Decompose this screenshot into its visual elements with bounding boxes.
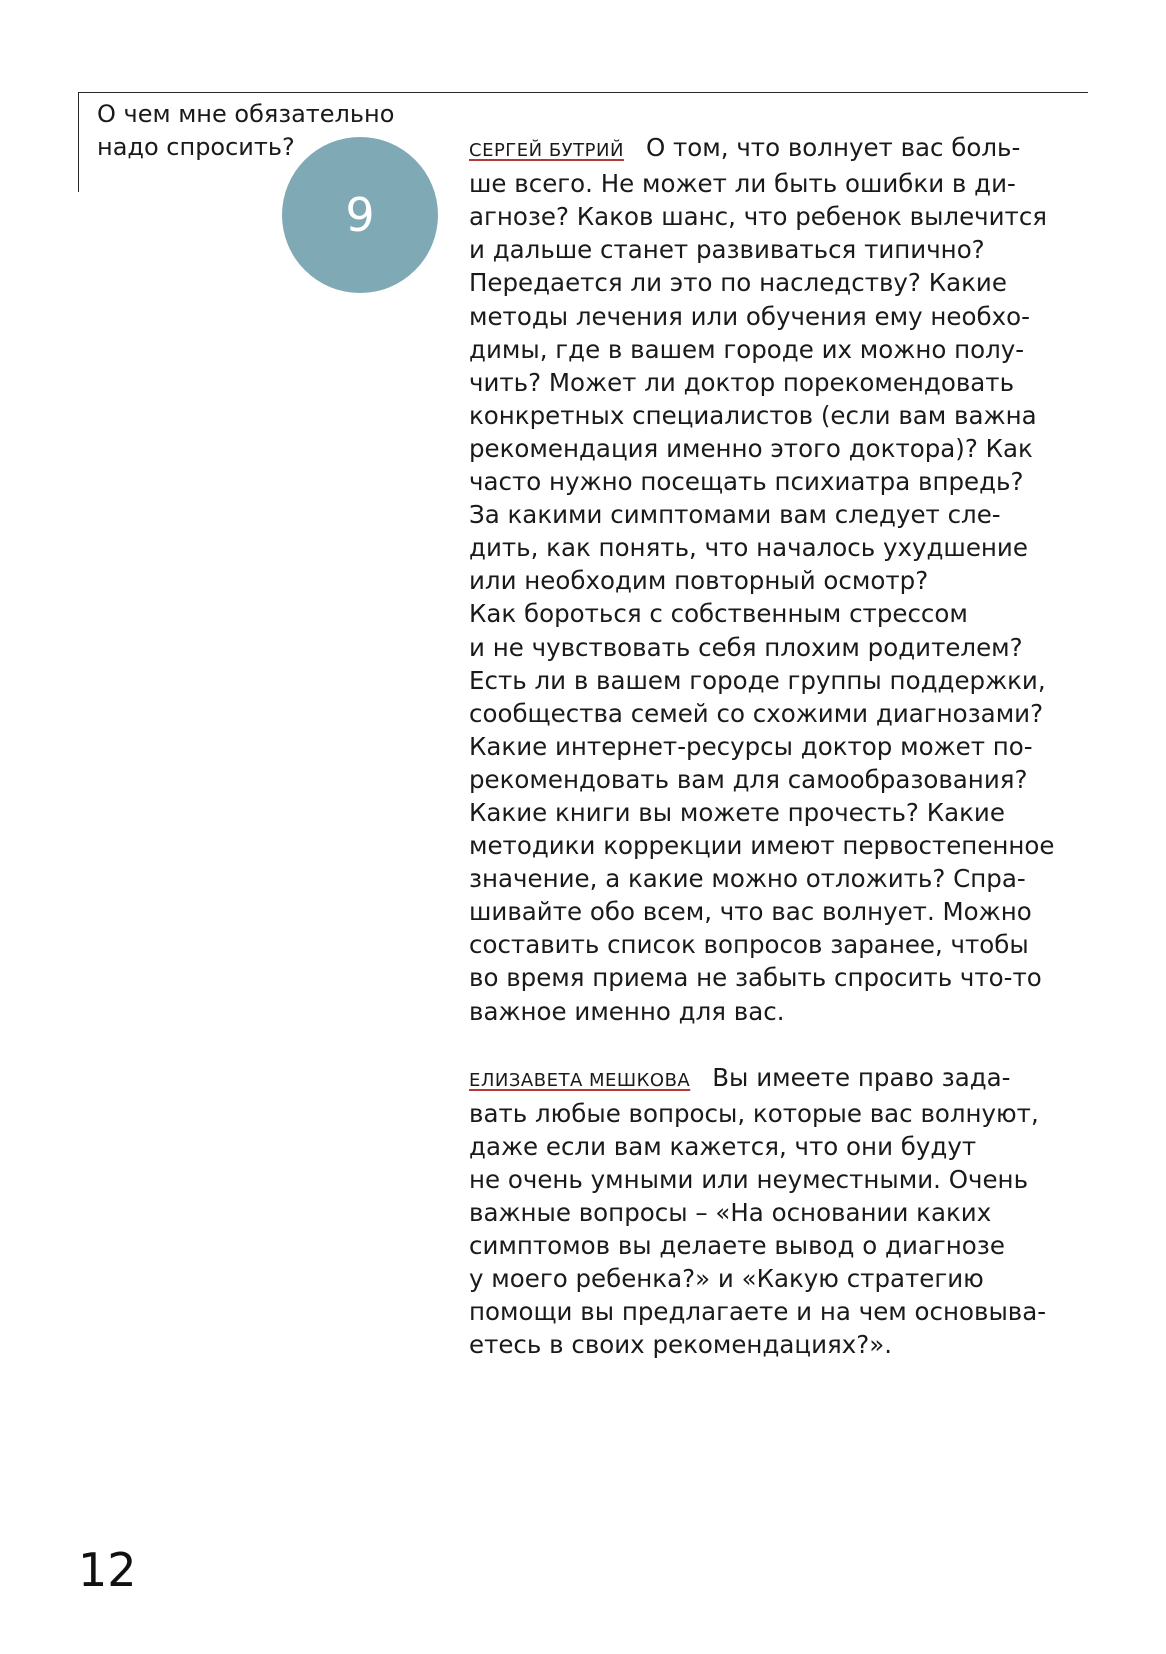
left-divider xyxy=(78,92,79,192)
answer-text: Вы имеете право зада- вать любые вопросы, которые вас волнуют, даже если вам кажется, что они будут не очень умными или неуместными. Очень важные вопросы – «На основании каких симптомов вы делаете вывод о диагнозе у моего ребенка?» и «Какую стратегию помощи вы предлагаете и на чем основыва- етесь в своих рекомендациях?». xyxy=(469,1062,1047,1360)
speaker-name: ЕЛИЗАВЕТА МЕШКОВА xyxy=(469,1069,691,1091)
answer-text: О том, что волнует вас боль- ше всего. Не может ли быть ошибки в ди- агнозе? Каков шанс, что ребенок вылечится и дальше станет развиваться типично? Передается ли это по наследству? Какие методы лечения или обучения ему необхо- димы, где в вашем городе их можно полу- чить? Может ли доктор порекомендовать конкретных специалистов (если вам важна рекомендация именно этого доктора)? Как часто нужно посещать психиатра впредь? За какими симптомами вам следует сле- дить, как понять, что началось ухудшение или необходим повторный осмотр? Как бороться с собственным стрессом и не чувствовать себя плохим родителем? Есть ли в вашем городе группы поддержки, сообщества семей со схожими диагнозами? Какие интернет-ресурсы доктор может по- рекомендовать вам для самообразования? Какие книги вы можете прочесть? Какие методики коррекции имеют первостепенное значение, а какие можно отложить? Спра- шивайте обо всем, что вас волнует. Можно составить список вопросов заранее, чтобы во время приема не забыть спросить что-то важное именно для вас. xyxy=(469,133,1055,1026)
answers-text xyxy=(469,98,1097,1395)
top-divider xyxy=(78,92,1088,93)
question-number-badge xyxy=(282,137,438,293)
question-number: 9 xyxy=(345,188,375,242)
page-number: 12 xyxy=(78,1543,137,1597)
speaker-name: СЕРГЕЙ БУТРИЙ xyxy=(469,140,624,162)
question-heading: О чем мне обязательно надо спросить? xyxy=(97,100,395,161)
answer-paragraph xyxy=(469,1061,1097,1362)
answer-paragraph xyxy=(469,131,1097,1028)
